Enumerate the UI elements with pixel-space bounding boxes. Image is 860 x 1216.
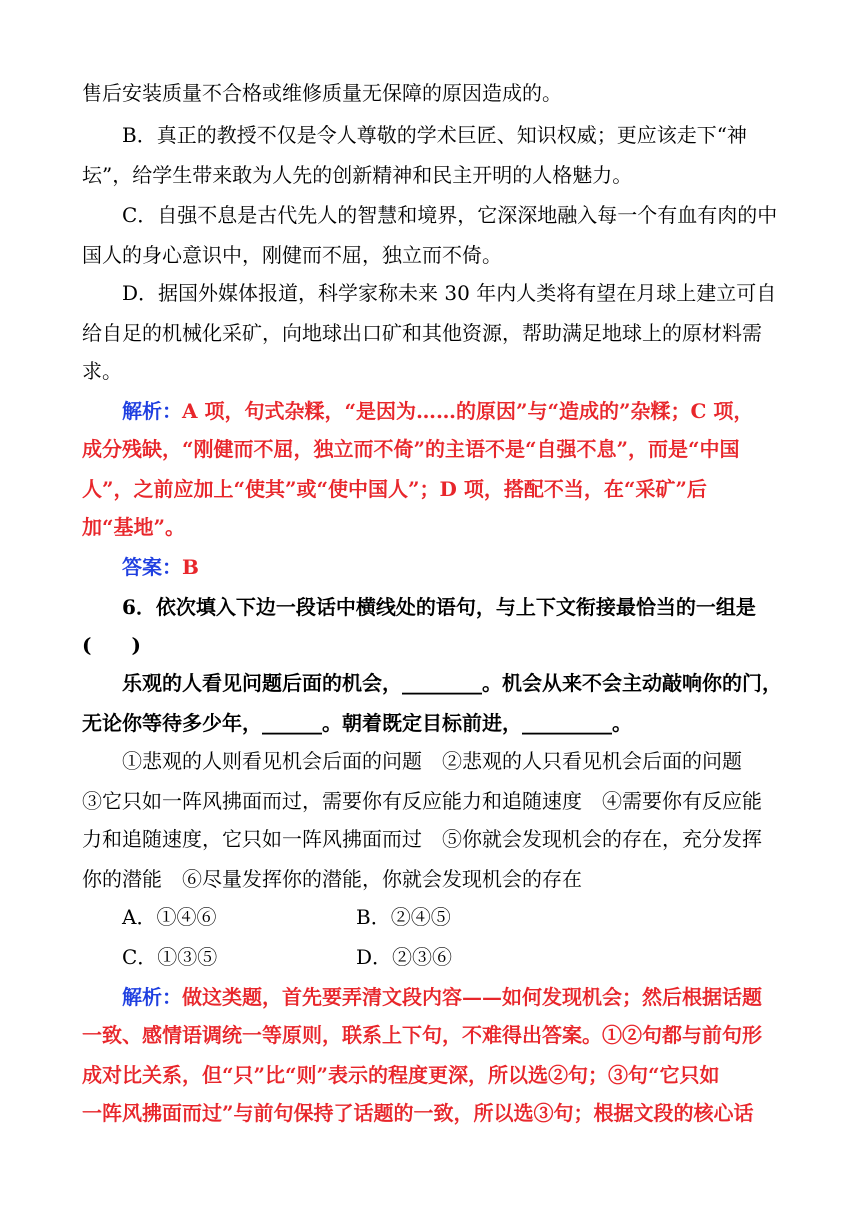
q6-passage-line-1: 乐观的人看见问题后面的机会，________。机会从来不会主动敲响你的门， bbox=[122, 671, 782, 695]
q6-stem-line-2: ( ) bbox=[82, 633, 141, 657]
q5-answer-label: 答案： bbox=[122, 555, 182, 579]
q5-analysis-line-3: 人”，之前应加上“使其”或“使中国人”；D 项，搭配不当，在“采矿”后 bbox=[82, 477, 707, 501]
q6-option-a: A．①④⑥ bbox=[122, 905, 217, 929]
q6-passage-line-2: 无论你等待多少年，______。朝着既定目标前进，_________。 bbox=[82, 711, 632, 735]
q6-analysis-label: 解析： bbox=[122, 985, 182, 1009]
q6-analysis-line-1 bbox=[122, 978, 782, 1016]
option-d-line-1: D．据国外媒体报道，科学家称未来 30 年内人类将有望在月球上建立可自 bbox=[122, 281, 777, 305]
q6-choices-line-2: ③它只如一阵风拂面而过，需要你有反应能力和追随速度 ④需要你有反应能 bbox=[82, 789, 762, 813]
q5-answer-line bbox=[122, 548, 782, 586]
option-a-tail: 售后安装质量不合格或维修质量无保障的原因造成的。 bbox=[82, 81, 562, 105]
option-b-line-2: 坛”，给学生带来敢为人先的创新精神和民主开明的人格魅力。 bbox=[82, 163, 633, 187]
q6-choices-line-4: 你的潜能 ⑥尽量发挥你的潜能，你就会发现机会的存在 bbox=[82, 867, 582, 891]
option-d-line-2: 给自足的机械化采矿，向地球出口矿和其他资源，帮助满足地球上的原材料需 bbox=[82, 321, 762, 345]
q5-analysis-label: 解析： bbox=[122, 399, 182, 423]
q6-analysis-line-4: 一阵风拂面而过”与前句保持了话题的一致，所以选③句；根据文段的核心话 bbox=[82, 1101, 754, 1125]
q5-analysis-line-1 bbox=[122, 392, 782, 430]
q6-option-c: C．①③⑤ bbox=[122, 945, 218, 969]
q5-answer-value: B bbox=[182, 555, 199, 579]
option-b-line-1: B．真正的教授不仅是令人尊敬的学术巨匠、知识权威；更应该走下“神 bbox=[122, 123, 747, 147]
q6-choices-line-1: ①悲观的人则看见机会后面的问题 ②悲观的人只看见机会后面的问题 bbox=[122, 749, 742, 773]
q5-analysis-line-4: 加“基地”。 bbox=[82, 515, 186, 539]
q6-option-b: B．②④⑤ bbox=[356, 905, 451, 929]
q5-analysis-text-1: A 项，句式杂糅，“是因为……的原因”与“造成的”杂糅；C 项， bbox=[182, 399, 754, 423]
q5-analysis-line-2: 成分残缺，“刚健而不屈，独立而不倚”的主语不是“自强不息”，而是“中国 bbox=[82, 437, 740, 461]
q6-choices-line-3: 力和追随速度，它只如一阵风拂面而过 ⑤你就会发现机会的存在，充分发挥 bbox=[82, 827, 762, 851]
option-c-line-1: C．自强不息是古代先人的智慧和境界，它深深地融入每一个有血有肉的中 bbox=[122, 203, 778, 227]
q6-option-d: D．②③⑥ bbox=[356, 945, 453, 969]
option-c-line-2: 国人的身心意识中，刚健而不屈，独立而不倚。 bbox=[82, 243, 502, 267]
q6-stem-line-1: 6．依次填入下边一段话中横线处的语句，与上下文衔接最恰当的一组是 bbox=[122, 595, 756, 619]
q6-analysis-line-2: 一致、感情语调统一等原则，联系上下句，不难得出答案。①②句都与前句形 bbox=[82, 1023, 762, 1047]
q6-analysis-text-1: 做这类题，首先要弄清文段内容——如何发现机会；然后根据话题 bbox=[182, 985, 762, 1009]
option-d-line-3: 求。 bbox=[82, 359, 122, 383]
q6-analysis-line-3: 成对比关系，但“只”比“则”表示的程度更深，所以选②句；③句“它只如 bbox=[82, 1063, 720, 1087]
